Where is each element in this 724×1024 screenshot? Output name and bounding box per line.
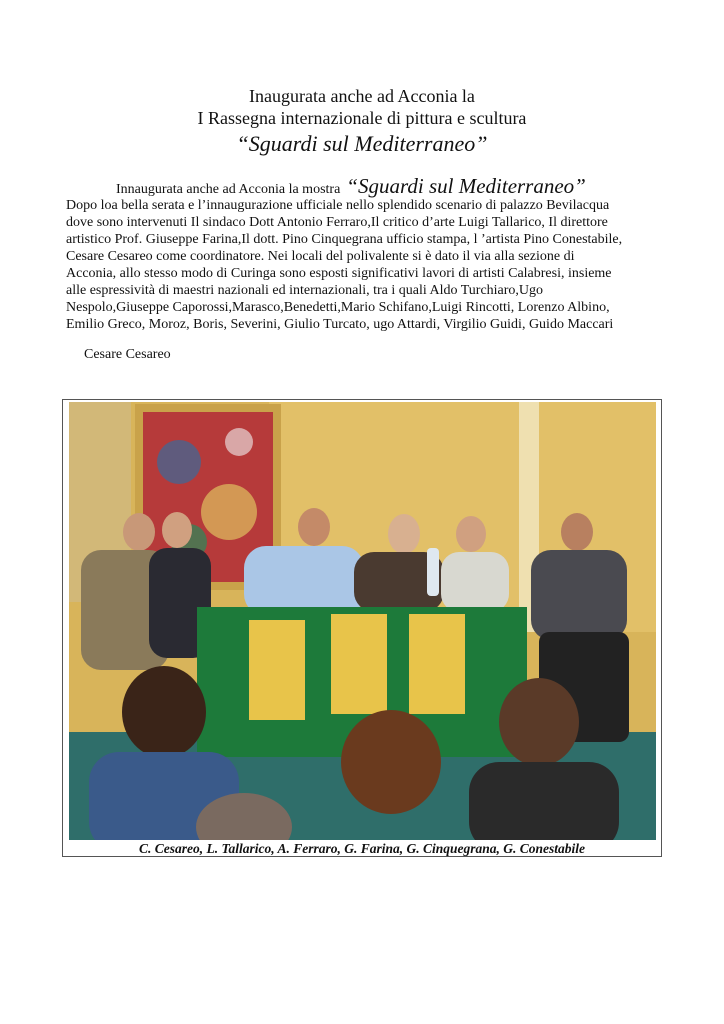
water-bottle [427, 548, 439, 596]
photo-caption: C. Cesareo, L. Tallarico, A. Ferraro, G. Farina, G. Cinquegrana, G. Conestabile [138, 841, 586, 856]
intro-line [116, 174, 586, 199]
audience-head [122, 666, 206, 758]
title-line-1: Inaugurata anche ad Acconia la [249, 86, 475, 106]
event-photo-illustration [69, 402, 656, 840]
event-photo [69, 402, 656, 840]
photo-frame [62, 399, 662, 857]
body-line: artistico Prof. Giuseppe Farina,Il dott. Pino Cinquegrana ufficio stampa, l ’artista Pino Conestabile, [66, 232, 623, 247]
audience-head [499, 678, 579, 766]
body-line: Acconia, allo stesso modo di Curinga sono esposti significativi lavori di artisti Calabresi, insieme [66, 266, 612, 281]
person-head [388, 514, 420, 554]
person-body [441, 552, 509, 612]
body-line: Dopo loa bella serata e l’innaugurazione ufficiale nello splendido scenario di palazzo Bevilacqua [66, 198, 610, 213]
person-head [456, 516, 486, 552]
body-line: alle espressività di maestri nazionali ed internazionali, tra i quali Aldo Turchiaro,Ugo [66, 283, 544, 298]
body-line: dove sono intervenuti Il sindaco Dott Antonio Ferraro,Il critico d’arte Luigi Tallarico, Il direttore [66, 215, 608, 230]
body-line: Nespolo,Giuseppe Caporossi,Marasco,Benedetti,Mario Schifano,Luigi Rincotti, Lorenzo Albino, [66, 300, 610, 315]
painting-spot [225, 428, 253, 456]
poster [249, 620, 305, 720]
title-line-2: I Rassegna internazionale di pittura e scultura [197, 108, 527, 128]
painting-spot [157, 440, 201, 484]
painting-spot [201, 484, 257, 540]
signature: Cesare Cesareo [84, 347, 171, 362]
person-body [244, 546, 364, 616]
audience-head [341, 710, 441, 814]
poster [409, 614, 465, 714]
person-body [531, 550, 627, 640]
audience-body [469, 762, 619, 840]
intro-text: Innaugurata anche ad Acconia la mostra [116, 182, 341, 197]
article-body [66, 197, 666, 333]
person-head [298, 508, 330, 546]
intro-quote: “Sguardi sul Mediterraneo” [346, 174, 586, 198]
person-head [162, 512, 192, 548]
body-line: Cesare Cesareo come coordinatore. Nei locali del polivalente si è dato il via alla sezione di [66, 249, 575, 264]
poster [331, 614, 387, 714]
body-line: Emilio Greco, Moroz, Boris, Severini, Giulio Turcato, ugo Attardi, Virgilio Guidi, Guido Maccari [66, 317, 614, 332]
person-head [123, 513, 155, 551]
person-head [561, 513, 593, 551]
title-line-3: “Sguardi sul Mediterraneo” [236, 131, 488, 156]
